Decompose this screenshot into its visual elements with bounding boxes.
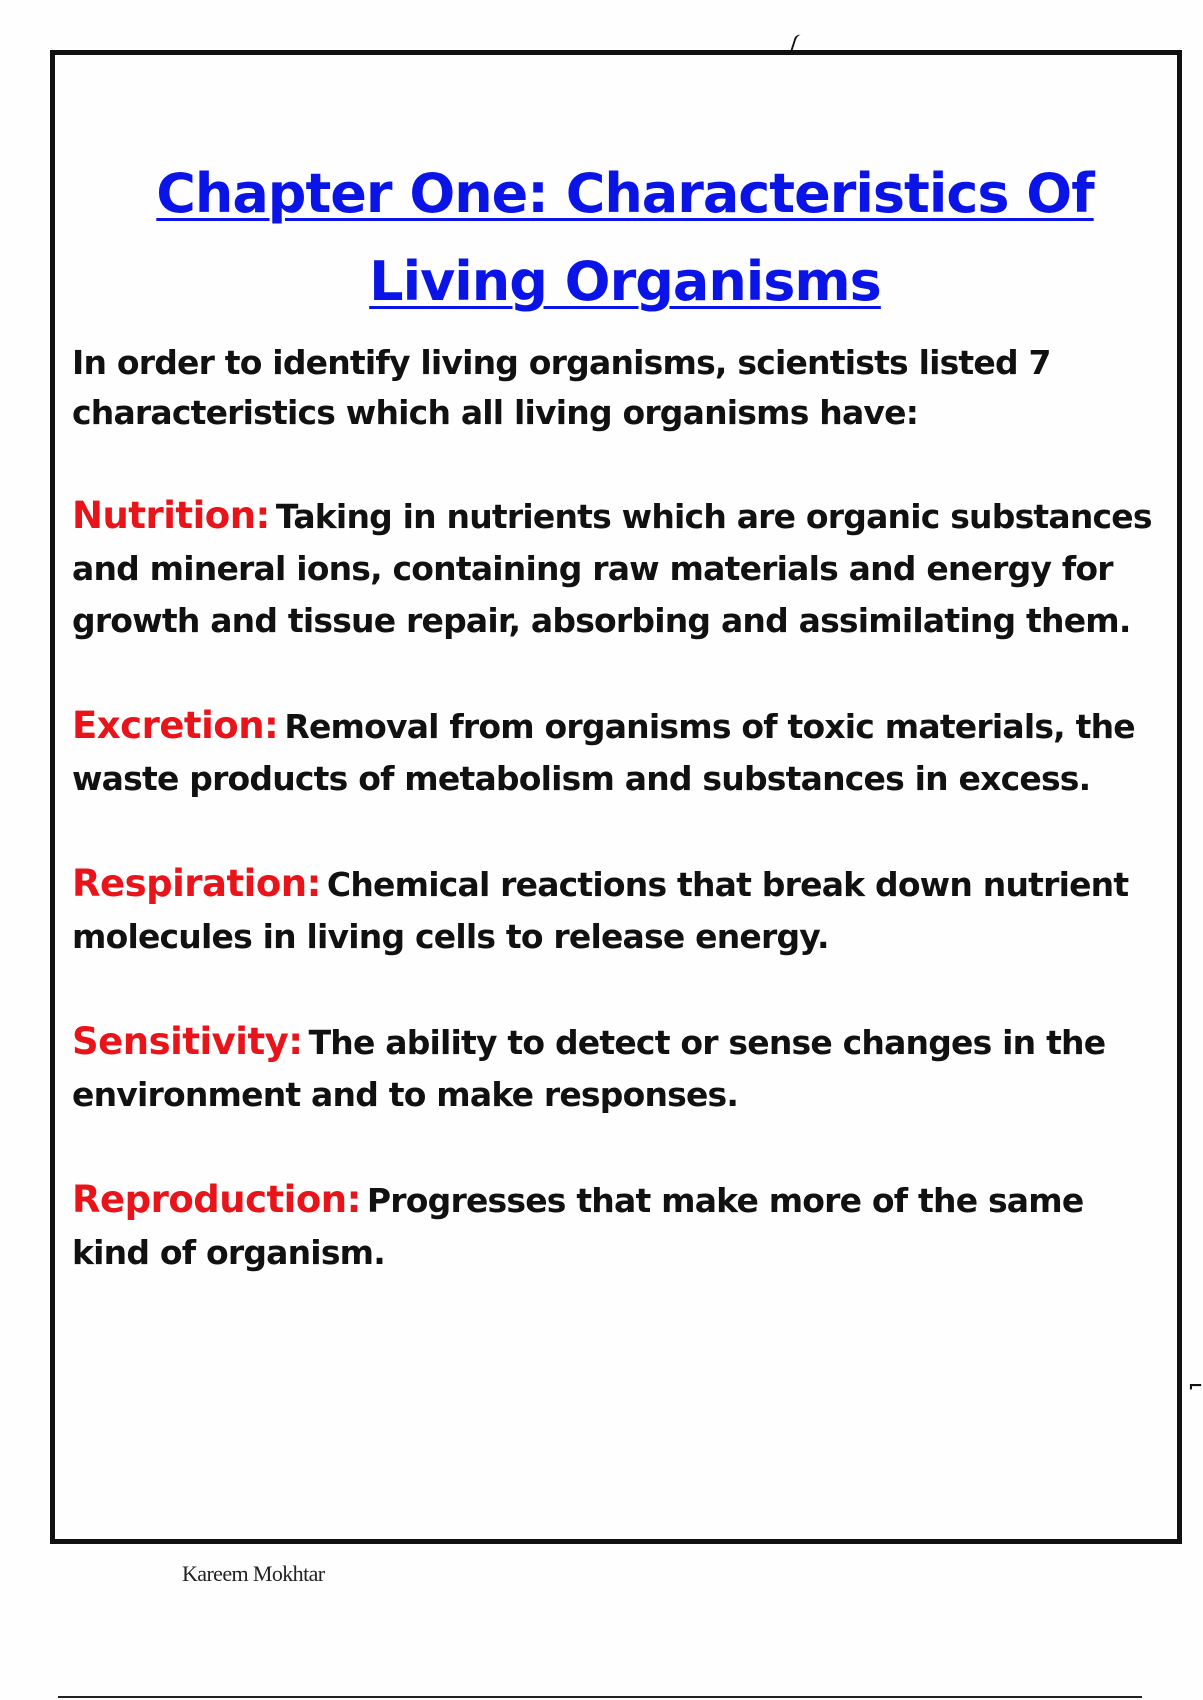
term-nutrition: Nutrition: xyxy=(72,494,270,537)
term-reproduction: Reproduction: xyxy=(72,1178,361,1221)
definition-reproduction xyxy=(72,1174,1164,1279)
definition-nutrition xyxy=(72,490,1164,647)
term-excretion: Excretion: xyxy=(72,704,279,747)
footer-author: Kareem Mokhtar xyxy=(182,1561,325,1586)
intro-paragraph: In order to identify living organisms, scientists listed 7 characteristics which all living organisms have: xyxy=(72,343,1051,432)
definition-sensitivity xyxy=(72,1016,1164,1121)
definition-text: Chemical reactions that break down nutrient molecules in living cells to release energy. xyxy=(72,865,1129,956)
definition-respiration xyxy=(72,858,1164,963)
definition-excretion xyxy=(72,700,1164,805)
definition-text: The ability to detect or sense changes in the environment and to make responses. xyxy=(72,1023,1106,1114)
definition-text: Removal from organisms of toxic materials, the waste products of metabolism and substances in excess. xyxy=(72,707,1135,798)
term-respiration: Respiration: xyxy=(72,862,321,905)
term-sensitivity: Sensitivity: xyxy=(72,1020,303,1063)
page-content xyxy=(72,150,1164,1332)
page-title: Chapter One: Characteristics Of Living Organisms xyxy=(156,162,1094,313)
side-mark: ⌐ xyxy=(1188,1376,1203,1397)
definition-text: Taking in nutrients which are organic substances and mineral ions, containing raw materials and energy for growth and tissue repair, absorbing and assimilating them. xyxy=(72,497,1152,640)
bottom-rule xyxy=(58,1696,1142,1698)
definition-text: Progresses that make more of the same kind of organism. xyxy=(72,1181,1084,1272)
